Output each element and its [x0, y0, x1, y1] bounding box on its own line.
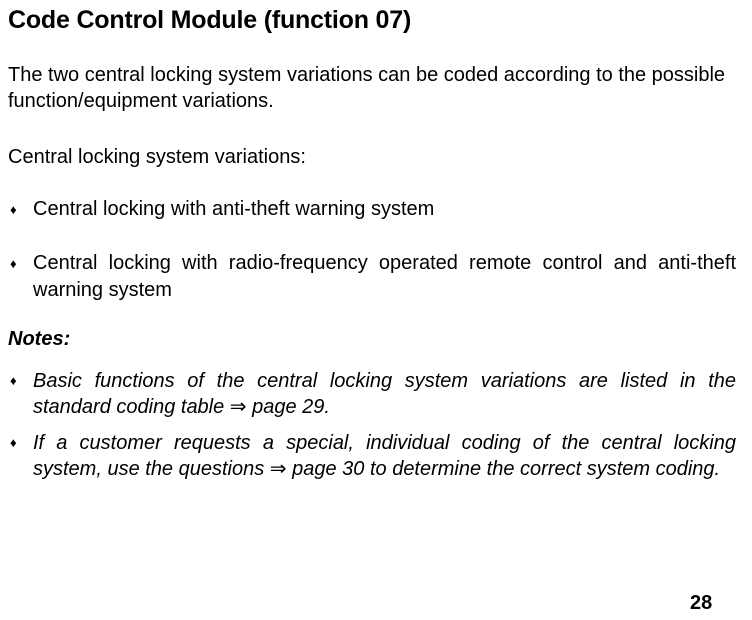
variations-label: Central locking system variations:: [8, 146, 306, 168]
variation-item: [8, 196, 736, 223]
page-number: 28: [690, 592, 713, 614]
note-item: [8, 430, 736, 482]
bullet-diamond-icon: ♦: [10, 256, 17, 271]
notes-heading: Notes:: [8, 328, 71, 350]
bullet-diamond-icon: ♦: [10, 373, 17, 388]
note-item: [8, 368, 736, 420]
bullet-diamond-icon: ♦: [10, 435, 17, 450]
note-text: Basic functions of the central locking system variations are listed in the standard coding table ⇒ page 29.: [33, 370, 736, 418]
note-text: If a customer requests a special, individual coding of the central locking system, use the questions ⇒ page 30 to determine the correct system coding.: [33, 432, 736, 480]
variation-text: Central locking with anti-theft warning system: [33, 198, 435, 220]
bullet-diamond-icon: ♦: [10, 202, 17, 217]
variation-text: Central locking with radio-frequency operated remote control and anti-theft warning system: [33, 252, 736, 301]
variation-item: [8, 250, 736, 304]
intro-paragraph: The two central locking system variations can be coded according to the possible function/equipment variations.: [8, 64, 726, 112]
page-title: Code Control Module (function 07): [8, 6, 412, 34]
